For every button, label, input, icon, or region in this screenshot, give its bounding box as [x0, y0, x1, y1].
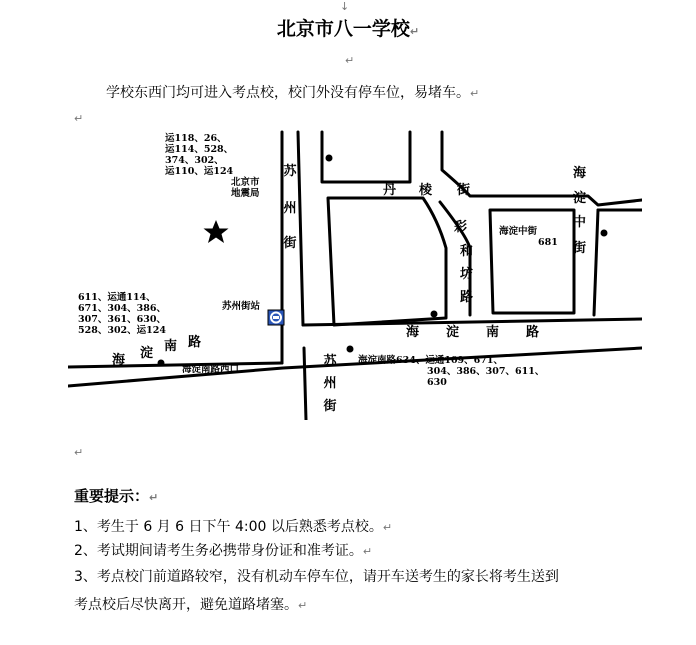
note-item-2: [74, 540, 372, 560]
location-map: [68, 130, 642, 420]
suzhou-street-top-char: 苏: [283, 164, 297, 179]
note-text: 考点校后尽快离开，避免道路堵塞。: [74, 597, 298, 613]
empty-paragraph-mark: ↵: [74, 446, 84, 459]
note-text: 3、考点校门前道路较窄，没有机动车停车位，请开车送考生的家长将考生送到: [74, 569, 559, 585]
empty-paragraph-mark: ↵: [74, 112, 84, 125]
suzhou-station-routes-line: 307、361、630、: [78, 314, 166, 325]
haidian-middle-street-char: 中: [573, 215, 587, 230]
haidian-south-road-east-char: 路: [526, 325, 540, 340]
haidian-middle-street-char: 淀: [573, 191, 587, 206]
north-west-block: [322, 132, 410, 182]
bus-stop-dot: [158, 360, 165, 367]
seismic-bureau-routes-line: 运110、运124: [165, 166, 234, 177]
east-edge-block-side: [594, 210, 598, 315]
suzhou-street-east-edge: [298, 132, 303, 325]
seismic-bureau-routes-line: 374、302、: [165, 155, 224, 166]
haidian-south-road-east-char: 海: [406, 325, 420, 340]
return-mark: ↵: [149, 491, 159, 504]
north-middle-block: [442, 132, 642, 205]
suzhou-station-routes-line: 528、302、运124: [78, 325, 166, 336]
suzhou-street-top-char: 州: [283, 201, 297, 216]
bus-stop-dot: [326, 155, 333, 162]
empty-paragraph-mark: ↵: [345, 54, 355, 67]
note-item-3-continued: [74, 594, 307, 614]
haidian-south-road-west-char: 淀: [140, 346, 154, 361]
haidian-south-road-east-char: 淀: [446, 325, 460, 340]
notes-heading: [74, 485, 158, 506]
danleng-street-char: 丹: [383, 183, 397, 198]
suzhou-street-bottom-char: 街: [323, 399, 337, 414]
haidian-south-west-stop-name: 海淀南路西口: [182, 364, 240, 375]
danleng-street-char: 街: [457, 183, 471, 198]
note-item-3: [74, 566, 559, 586]
note-item-1: [74, 516, 392, 536]
haidian-middle-street-char: 海: [573, 166, 587, 181]
anchor-mark: ↓: [340, 0, 350, 13]
haidian-south-routes-line: 海淀南路634、运通109、671、: [358, 355, 503, 366]
suzhou-street-bottom-char: 州: [323, 376, 337, 391]
seismic-bureau-name-line: 北京市: [231, 177, 260, 188]
seismic-bureau-routes-line: 运114、528、: [165, 144, 234, 155]
caihefang-road-char: 路: [460, 290, 474, 305]
intro-text: 学校东西门均可进入考点校，校门外没有停车位，易堵车。: [106, 85, 470, 101]
haidian-south-road-north-edge: [68, 363, 282, 367]
suzhou-station-routes-line: 671、304、386、: [78, 303, 166, 314]
haidian-south-road-east-char: 南: [486, 325, 500, 340]
seismic-bureau-routes-line: 运118、26、: [165, 133, 227, 144]
bus-stop-dot: [347, 346, 354, 353]
return-mark: ↵: [382, 521, 393, 534]
haidian-south-road-south-edge: [68, 348, 642, 386]
caihefang-road-char: 和: [460, 244, 474, 259]
haidian-middle-stop-name: 海淀中街: [499, 226, 538, 237]
intro-paragraph: [106, 82, 479, 102]
return-mark: ↵: [409, 25, 420, 38]
haidian-south-routes-line: 304、386、307、611、: [427, 366, 545, 377]
return-mark: ↵: [362, 545, 373, 558]
notes-heading-text: 重要提示：: [74, 487, 150, 505]
bus-stop-dot: [601, 230, 608, 237]
haidian-south-routes-line: 630: [427, 377, 447, 388]
bus-stop-dot: [431, 311, 438, 318]
haidian-middle-street-char: 街: [573, 241, 587, 256]
metro-station-icon: [268, 310, 284, 325]
haidian-south-road-west-char: 海: [112, 353, 126, 368]
haidian-middle-stop-route: 681: [538, 237, 558, 248]
suzhou-street-south-west-edge: [304, 348, 306, 420]
note-text: 2、考试期间请考生务必携带身份证和准考证。: [74, 543, 363, 559]
return-mark: ↵: [298, 599, 308, 612]
title-text: 北京市八一学校: [276, 18, 410, 40]
suzhou-station-routes-line: 611、运通114、: [78, 292, 156, 303]
suzhou-station-name: 苏州街站: [222, 301, 261, 312]
note-text: 1、考生于 6 月 6 日下午 4:00 以后熟悉考点校。: [74, 519, 383, 535]
seismic-bureau-name-line: 地震局: [231, 188, 260, 199]
document-title: [0, 14, 696, 41]
haidian-south-road-west-char: 南: [164, 339, 178, 354]
star-icon: [204, 220, 229, 243]
haidian-south-road-west-char: 路: [188, 335, 202, 350]
suzhou-street-bottom-char: 苏: [323, 354, 337, 369]
central-block: [328, 198, 446, 325]
danleng-street-char: 棱: [419, 183, 433, 198]
return-mark: ↵: [470, 87, 480, 100]
caihefang-road-char: 坊: [460, 267, 474, 282]
suzhou-street-top-char: 街: [283, 236, 297, 251]
caihefang-road-char: 彩: [454, 220, 468, 235]
